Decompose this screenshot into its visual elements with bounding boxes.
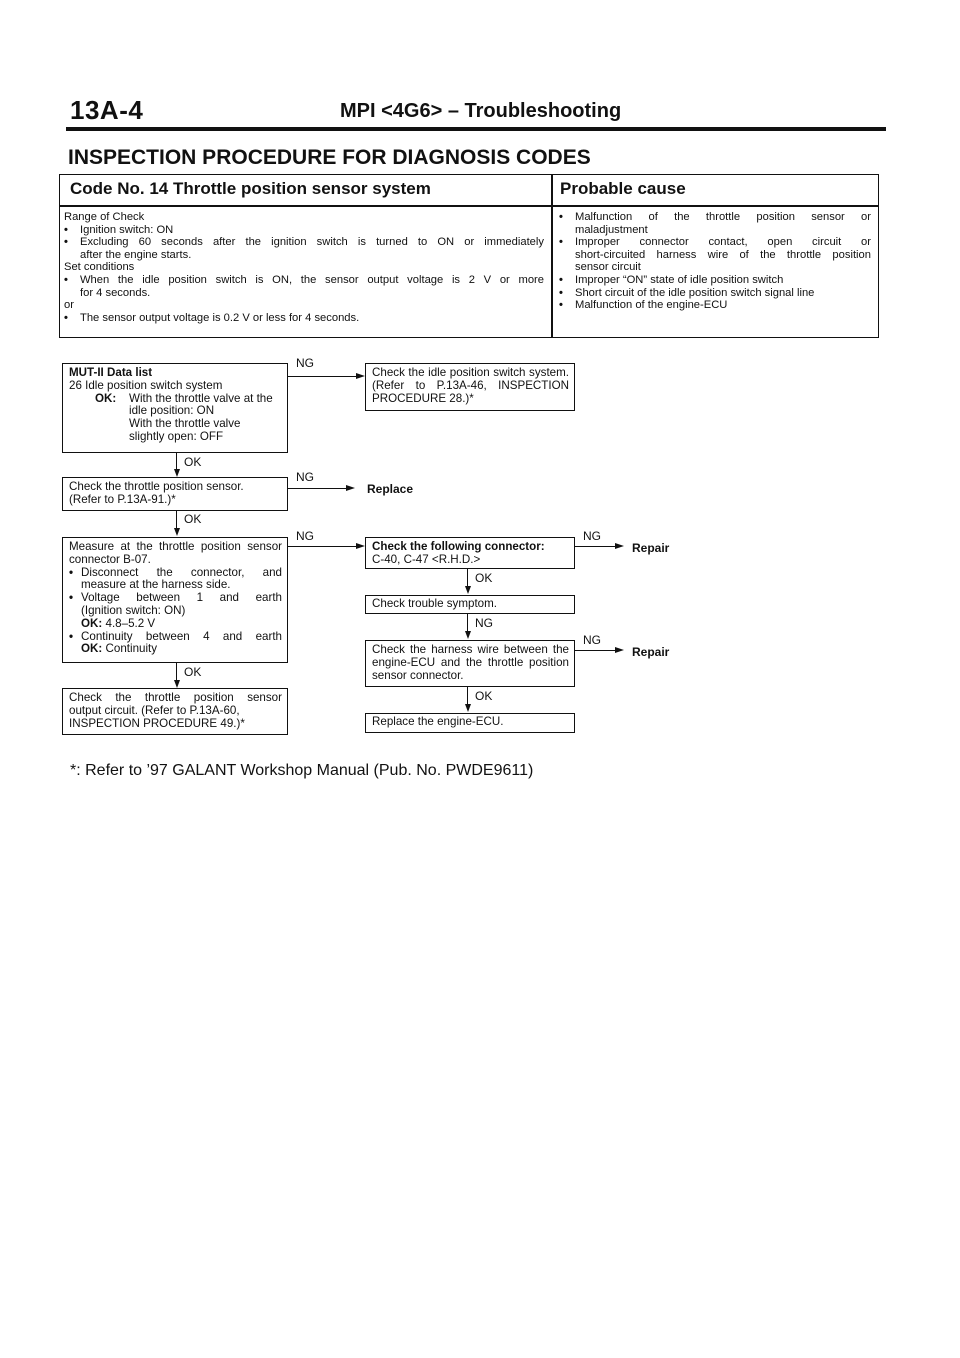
- ng-label: NG: [296, 470, 314, 484]
- connector-line: [288, 546, 356, 547]
- connector-line: [575, 650, 615, 651]
- flow-box-idle-switch-check: Check the idle position switch system. (Refer to P.13A-46, INSPECTION PROCEDURE 28.)*: [365, 363, 575, 411]
- flow-box-harness-check: Check the harness wire between the engine-ECU and the throttle position sensor connector.: [365, 640, 575, 687]
- arrow-right-icon: [615, 647, 624, 653]
- flow-box-connector-check: Check the following connector: C-40, C-47 <R.H.D.>: [365, 537, 575, 569]
- check-conditions-cell: [64, 211, 544, 324]
- range-item: • Ignition switch: ON: [64, 223, 174, 236]
- diagnosis-code-table: [59, 174, 879, 338]
- page-number: 13A-4: [70, 95, 144, 125]
- repair-result: Repair: [632, 645, 670, 659]
- arrow-right-icon: [356, 373, 365, 379]
- connector-line: [467, 569, 468, 586]
- connector-line: [176, 453, 177, 469]
- ok-label: OK: [475, 571, 493, 585]
- flow-box-measure-connector: Measure at the throttle position sensor connector B-07. • Disconnect the connector, and measure at the harness side. • Voltage between 1 and earth (Ignition switch: ON) OK: 4.8–5.2 V • Continuity between 4 and earth OK: Continuity: [62, 537, 288, 663]
- cause-item: • Malfunction of the throttle position sensor or maladjustment: [559, 211, 871, 236]
- section-title: INSPECTION PROCEDURE FOR DIAGNOSIS CODES: [68, 146, 591, 169]
- arrow-right-icon: [615, 543, 624, 549]
- ng-label: NG: [475, 616, 493, 630]
- flow-box-trouble-symptom: Check trouble symptom.: [365, 595, 575, 614]
- connector-line: [467, 614, 468, 631]
- arrow-right-icon: [356, 543, 365, 549]
- header-rule: [66, 127, 886, 131]
- code-header: Code No. 14 Throttle position sensor system: [70, 179, 431, 198]
- connector-line: [467, 687, 468, 704]
- connector-line: [176, 663, 177, 680]
- arrow-down-icon: [465, 631, 471, 639]
- connector-line: [176, 511, 177, 528]
- arrow-down-icon: [174, 469, 180, 477]
- probable-cause-header: Probable cause: [560, 179, 686, 198]
- connector-line: [288, 376, 356, 377]
- footnote: *: Refer to ’97 GALANT Workshop Manual (Pub. No. PWDE9611): [70, 762, 534, 779]
- set-item: • When the idle position switch is ON, the sensor output voltage is 2 V or more for 4 seconds.: [64, 273, 544, 299]
- set-conditions-label: Set conditions: [64, 261, 135, 274]
- table-column-divider: [551, 175, 553, 337]
- range-item: • Excluding 60 seconds after the ignition switch is turned to ON or immediately after the engine starts.: [64, 236, 544, 261]
- flow-box-throttle-sensor-check: Check the throttle position sensor. (Refer to P.13A-91.)*: [62, 477, 288, 511]
- connector-line: [575, 546, 615, 547]
- page-header-title: MPI <4G6> – Troubleshooting: [340, 100, 622, 122]
- flow-box-replace-ecu: Replace the engine-ECU.: [365, 713, 575, 733]
- arrow-right-icon: [346, 485, 355, 491]
- range-label: Range of Check: [64, 211, 145, 223]
- table-header-divider: [60, 205, 878, 207]
- arrow-down-icon: [465, 586, 471, 594]
- arrow-down-icon: [465, 704, 471, 712]
- cause-item: • Malfunction of the engine-ECU: [559, 299, 728, 312]
- repair-result: Repair: [632, 541, 670, 555]
- ng-label: NG: [583, 529, 601, 543]
- ng-label: NG: [296, 529, 314, 543]
- cause-item: • Improper connector contact, open circuit or short-circuited harness wire of the throttle position sensor circuit: [559, 236, 871, 274]
- flow-box-output-circuit-check: Check the throttle position sensor output circuit. (Refer to P.13A-60, INSPECTION PROCEDURE 49.)*: [62, 688, 288, 735]
- cause-item: • Improper “ON” state of idle position switch: [559, 273, 784, 286]
- ng-label: NG: [583, 633, 601, 647]
- ok-label: OK: [184, 455, 202, 469]
- or-label: or: [64, 299, 74, 312]
- cause-item: • Short circuit of the idle position switch signal line: [559, 286, 815, 299]
- or-item: • The sensor output voltage is 0.2 V or less for 4 seconds.: [64, 311, 360, 324]
- ok-label: OK: [184, 512, 202, 526]
- ng-label: NG: [296, 356, 314, 370]
- ok-label: OK: [475, 689, 493, 703]
- arrow-down-icon: [174, 680, 180, 688]
- arrow-down-icon: [174, 528, 180, 536]
- probable-cause-cell: [559, 211, 871, 312]
- connector-line: [288, 488, 346, 489]
- ok-label: OK: [184, 665, 202, 679]
- replace-result: Replace: [367, 482, 414, 496]
- flow-box-mut-data-list: MUT-II Data list 26 Idle position switch system OK: With the throttle valve at the idle position: ON With the throttle valve slightly open: OFF: [62, 363, 288, 453]
